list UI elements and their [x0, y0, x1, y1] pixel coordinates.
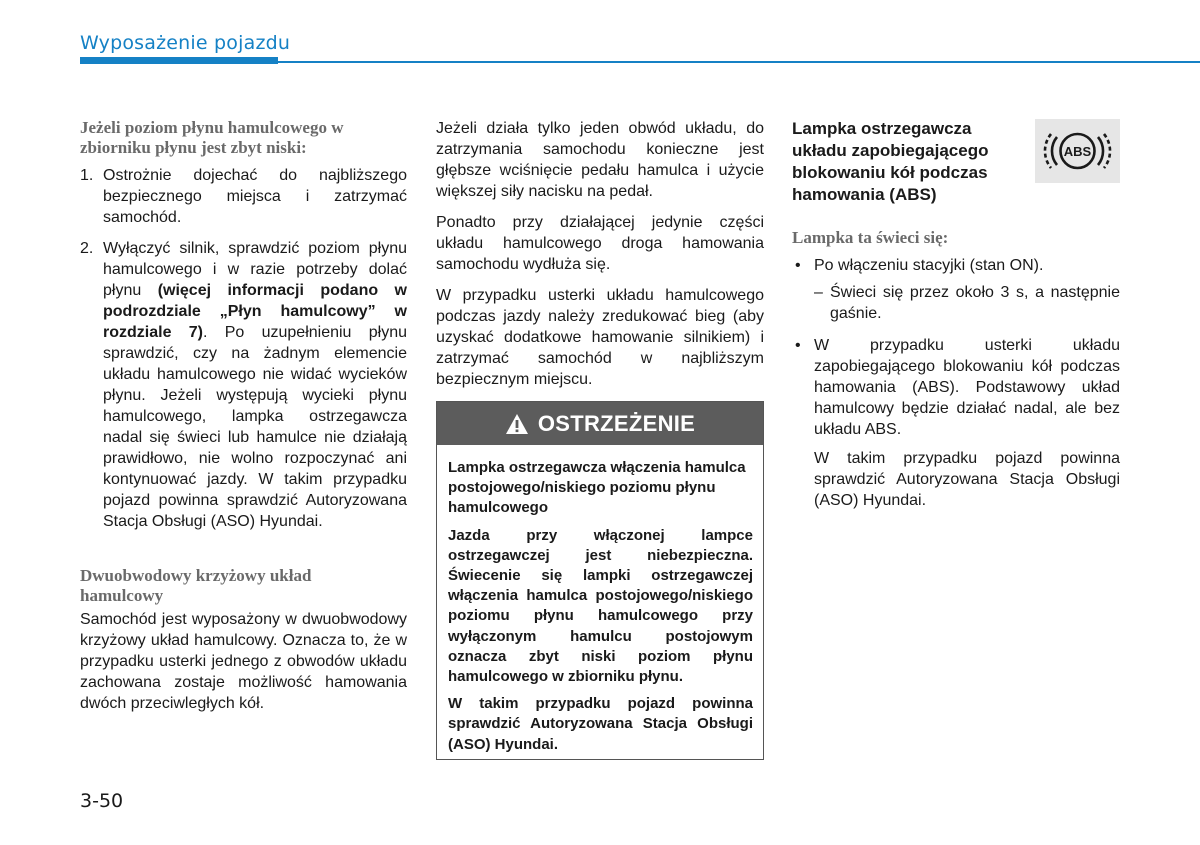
dash-symbol: –	[814, 284, 823, 301]
warning-paragraph: Jazda przy włączonej lampce ostrzegawczej jest niebezpieczna. Świecenie się lampki ostrzegawczej włączenia hamulca postojowego/niskiego poziomu płynu hamulcowego przy wyłączonym hamulcu postojowym oznacza zbyt niski poziom płynu hamulcowego w zbiorniku płynu.	[448, 526, 753, 686]
list-number: 2.	[80, 240, 94, 257]
abs-icon-label: ABS	[1063, 144, 1092, 159]
warning-box	[436, 401, 764, 760]
dual-circuit-text: Samochód jest wyposażony w dwuobwodowy krzyżowy układ hamulcowy. Oznacza to, że w przypadku usterki jednego z obwodów układu zachowana zostaje możliwość hamowania dwóch przeciwległych kół.	[80, 611, 407, 712]
warning-header	[437, 402, 763, 445]
abs-lamp-subheading: Lampka ta świeci się:	[792, 228, 949, 247]
list-item-text: Wyłączyć silnik, sprawdzić poziom płynu hamulcowego i w razie potrzeby dolać płynu	[103, 240, 407, 299]
abs-icon	[1035, 119, 1120, 183]
list-item	[80, 165, 407, 228]
paragraph: W przypadku usterki układu hamulcowego podczas jazdy należy zredukować bieg (aby uzyskać dodatkowe hamowanie silnikiem) i zatrzymać samochód w najbliższym bezpiecznym miejscu.	[436, 287, 764, 388]
warning-triangle-icon	[505, 413, 529, 435]
abs-warning-lamp	[1035, 119, 1120, 183]
list-item-text: W przypadku usterki układu zapobiegającego blokowaniu kół podczas hamowania (ABS). Podstawowy układ hamulcowy będzie działać nadal, ale bez układu ABS.	[814, 337, 1120, 438]
page-number: 3-50	[80, 790, 124, 812]
warning-paragraph: W takim przypadku pojazd powinna sprawdzić Autoryzowana Stacja Obsługi (ASO) Hyundai.	[448, 695, 753, 753]
list-item-text-continued: . Po uzupełnieniu płynu sprawdzić, czy na żadnym elemencie układu hamulcowego nie widać wycieków płynu. Jeżeli występują wycieki płynu hamulcowego, lampka ostrzegawcza nadal się świeci lub hamulce nie działają prawidłowo, nie wolno rozpoczynać ani kontynuować jazdy. W takim przypadku pojazd powinna sprawdzić Autoryzowana Stacja Obsługi (ASO) Hyundai.	[103, 324, 407, 530]
list-item-text: Po włączeniu stacyjki (stan ON).	[814, 257, 1044, 274]
warning-paragraph: Lampka ostrzegawcza włączenia hamulca postojowego/niskiego poziomu płynu hamulcowego	[448, 459, 746, 517]
list-subitem-text: Świeci się przez około 3 s, a następnie gaśnie.	[830, 284, 1120, 322]
column-middle	[436, 118, 764, 390]
list-item	[80, 238, 407, 532]
list-item-continuation: W takim przypadku pojazd powinna sprawdzić Autoryzowana Stacja Obsługi (ASO) Hyundai.	[814, 450, 1120, 509]
header-rule-accent	[80, 57, 278, 64]
section-title: Wyposażenie pojazdu	[80, 32, 291, 54]
low-brake-fluid-heading: Jeżeli poziom płynu hamulcowego w zbiorniku płynu jest zbyt niski:	[80, 118, 344, 157]
paragraph: Jeżeli działa tylko jeden obwód układu, do zatrzymania samochodu konieczne jest głębsze wciśnięcie pedału hamulca i użycie większej siły nacisku na pedał.	[436, 120, 764, 200]
paragraph: Ponadto przy działającej jedynie części układu hamulcowego droga hamowania samochodu wydłuża się.	[436, 214, 764, 273]
low-brake-fluid-steps	[80, 165, 407, 532]
list-item	[792, 335, 1120, 440]
list-subitem	[792, 282, 1120, 324]
warning-body	[437, 445, 763, 755]
warning-title: OSTRZEŻENIE	[537, 410, 696, 436]
column-left	[80, 118, 407, 714]
list-item-reference: (więcej informacji podano w podrozdziale „Płyn hamulcowy” w rozdziale 7)	[103, 282, 407, 341]
bullet-symbol: •	[795, 337, 801, 354]
bullet-symbol: •	[795, 257, 801, 274]
list-number: 1.	[80, 167, 94, 184]
list-item-text: Ostrożnie dojechać do najbliższego bezpiecznego miejsca i zatrzymać samochód.	[103, 167, 407, 226]
abs-warning-title: Lampka ostrzegawcza układu zapobiegającego blokowaniu kół podczas hamowania (ABS)	[792, 119, 989, 204]
dual-circuit-heading: Dwuobwodowy krzyżowy układ hamulcowy	[80, 566, 312, 605]
list-item	[792, 255, 1120, 276]
